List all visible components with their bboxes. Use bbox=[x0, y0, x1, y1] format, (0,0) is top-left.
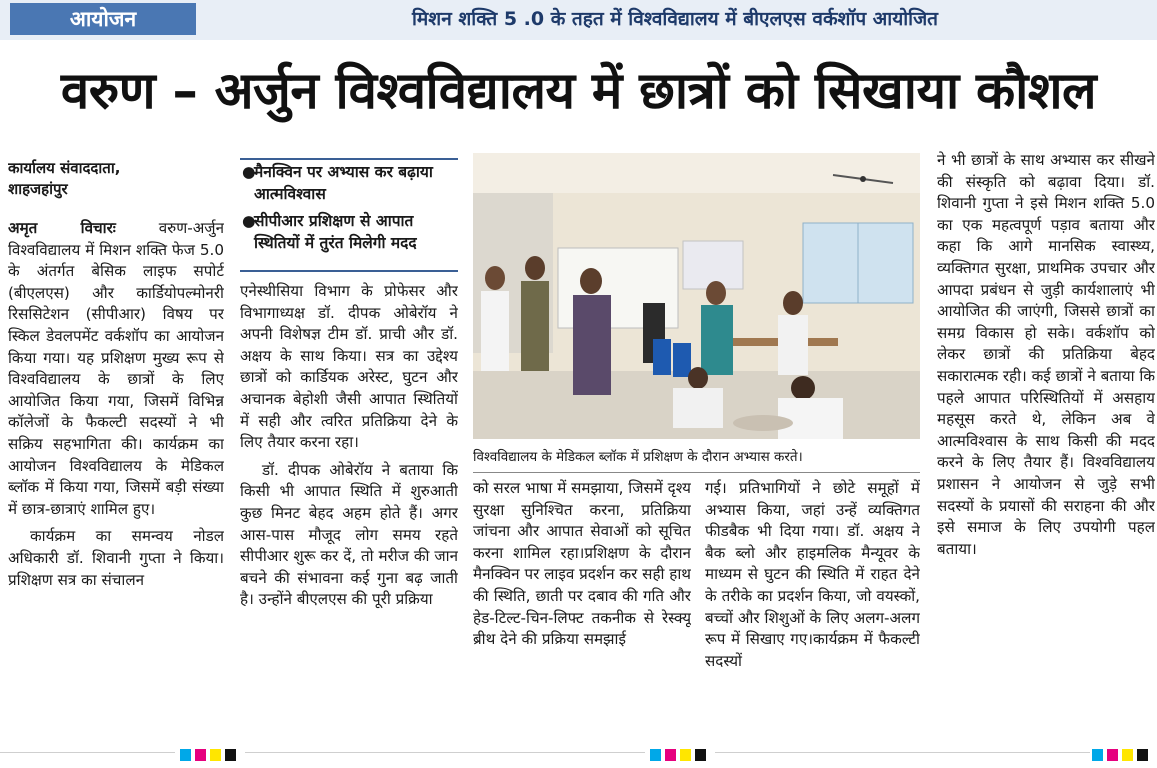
col2-para1: एनेस्थीसिया विभाग के प्रोफेसर और विभागाध्यक्ष डॉ. दीपक ओबेरॉय ने अपनी विशेषज्ञ टीम डॉ. प्राची और डॉ. अक्षय के साथ किया। सत्र का उद्देश्य छात्रों को कार्डियक अरेस्ट, घुटन और अचानक बेहोशी जैसी आपात स्थितियों में सही और त्वरित प्रतिक्रिया देने के लिए तैयार करना रहा। bbox=[240, 282, 458, 452]
caption-rule bbox=[473, 472, 920, 473]
article-column-1 bbox=[8, 158, 224, 738]
footer-rule bbox=[715, 752, 1090, 753]
article-column-5 bbox=[937, 150, 1155, 738]
kicker-line: मिशन शक्ति 5 .0 के तहत में विश्वविद्यालय में बीएलएस वर्कशॉप आयोजित bbox=[412, 8, 938, 30]
reg-mark-magenta bbox=[1107, 749, 1118, 761]
reg-mark-yellow bbox=[680, 749, 691, 761]
footer-rule bbox=[245, 752, 645, 753]
col5-text: ने भी छात्रों के साथ अभ्यास कर सीखने की संस्कृति को बढ़ावा दिया। डॉ. शिवानी गुप्ता ने इसे मिशन शक्ति 5.0 का एक महत्वपूर्ण पड़ाव बताया और कहा कि आगे मानसिक स्वास्थ्य, व्यक्तिगत सुरक्षा, प्राथमिक उपचार और आपदा प्रबंधन से जुड़ी कार्यशालाएं भी आयोजित की जाएंगी, जिससे छात्रों का समग्र विकास हो सके। वर्कशॉप को लेकर छात्रों की प्रतिक्रिया बेहद सकारात्मक रही। कई छात्रों ने बताया कि पहले आपात परिस्थितियों में असहाय महसूस करते थे, लेकिन अब वे आत्मविश्वास के साथ किसी की मदद करने के लिए तैयार हैं। विश्वविद्यालय प्रशासन ने आयोजन से जुड़े सभी सदस्यों के प्रयासों की सराहना की और इसे समाज के लिए उपयोगी पहल बताया। bbox=[937, 151, 1155, 558]
bullet-icon: ● bbox=[242, 163, 256, 181]
byline-line1: कार्यालय संवाददाता, bbox=[8, 159, 121, 177]
reg-mark-black bbox=[225, 749, 236, 761]
col2-para2: डॉ. दीपक ओबेरॉय ने बताया कि किसी भी आपात स्थिति में शुरुआती कुछ मिनट बेहद अहम होते हैं। अगर आस-पास मौजूद लोग समय रहते सीपीआर शुरू कर दें, तो मरीज की जान बचने की संभावना कई गुना बढ़ जाती है। उन्होंने बीएलएस की पूरी प्रक्रिया bbox=[240, 460, 458, 609]
registration-marks bbox=[650, 746, 710, 758]
reg-mark-magenta bbox=[195, 749, 206, 761]
article-column-3 bbox=[473, 478, 691, 734]
col1-para2: कार्यक्रम का समन्वय नोडल अधिकारी डॉ. शिवानी गुप्ता ने किया। प्रशिक्षण सत्र का संचालन bbox=[8, 527, 224, 589]
bullet-icon: ● bbox=[242, 212, 256, 230]
reg-mark-cyan bbox=[1092, 749, 1103, 761]
photo-caption: विश्वविद्यालय के मेडिकल ब्लॉक में प्रशिक्षण के दौरान अभ्यास करते। bbox=[473, 449, 803, 465]
registration-marks bbox=[1092, 746, 1152, 758]
reg-mark-magenta bbox=[665, 749, 676, 761]
footer-rule bbox=[0, 752, 175, 753]
highlights-top-rule bbox=[240, 158, 458, 160]
highlights-bottom-rule bbox=[240, 270, 458, 272]
lead-label: अमृत विचारः bbox=[8, 219, 116, 237]
col4-text: गई। प्रतिभागियों ने छोटे समूहों में अभ्यास किया, जहां उन्हें व्यक्तिगत फीडबैक भी दिया गया। डॉ. अक्षय ने बैक ब्लो और हाइमलिक मैन्यूवर के माध्यम से घुटन की स्थिति में राहत देने के तरीके का प्रदर्शन किया, जो वयस्कों, बच्चों और शिशुओं के लिए अलग-अलग रूप में सिखाए गए।कार्यक्रम में फैकल्टी सदस्यों bbox=[705, 479, 920, 670]
reg-mark-cyan bbox=[650, 749, 661, 761]
article-column-2 bbox=[240, 281, 458, 731]
training-scene-illustration bbox=[473, 153, 920, 439]
registration-marks bbox=[180, 746, 240, 758]
reg-mark-cyan bbox=[180, 749, 191, 761]
reg-mark-yellow bbox=[210, 749, 221, 761]
highlight-item: ● मैनक्विन पर अभ्यास कर बढ़ाया आत्मविश्वास bbox=[242, 163, 433, 203]
col3-text: को सरल भाषा में समझाया, जिसमें दृश्य सुरक्षा सुनिश्चित करना, प्रतिक्रिया जांचना और आपात सेवाओं को सूचित करना शामिल रहा।प्रशिक्षण के दौरान मैनक्विन पर लाइव प्रदर्शन कर सही हाथ की स्थिति, छाती पर दबाव की गति और हेड-टिल्ट-चिन-लिफ्ट तकनीक से रेस्क्यू ब्रीथ देने की प्रक्रिया समझाई bbox=[473, 479, 691, 649]
reg-mark-yellow bbox=[1122, 749, 1133, 761]
article-column-4 bbox=[705, 478, 920, 734]
highlight-item: ● सीपीआर प्रशिक्षण से आपात स्थितियों में तुरंत मिलेगी मदद bbox=[242, 212, 417, 252]
reg-mark-black bbox=[695, 749, 706, 761]
news-photo bbox=[473, 153, 920, 439]
col1-para1: वरुण-अर्जुन विश्वविद्यालय में मिशन शक्ति फेज 5.0 के अंतर्गत बेसिक लाइफ सपोर्ट (बीएलएस) और कार्डियोपल्मोनरी रिससिटेशन (सीपीआर) विषय पर स्किल डेवलपमेंट वर्कशॉप का आयोजन किया गया। यह प्रशिक्षण मुख्य रूप से विश्वविद्यालय के छात्रों के लिए आयोजित किया गया, जिसमें विभिन्न कॉलेजों के फैकल्टी सदस्यों ने भी सक्रिय सहभागिता की। कार्यक्रम का आयोजन विश्वविद्यालय के मेडिकल ब्लॉक में किया गया, जिसमें बड़ी संख्या में छात्र-छात्राएं शामिल हुए। bbox=[8, 219, 224, 518]
byline-line2: शाहजहांपुर bbox=[8, 180, 68, 198]
section-tag: आयोजन bbox=[10, 3, 196, 35]
highlights-box bbox=[240, 162, 458, 260]
byline bbox=[8, 158, 224, 200]
headline: वरुण – अर्जुन विश्वविद्यालय में छात्रों को सिखाया कौशल bbox=[60, 62, 1097, 121]
lead-paragraph bbox=[8, 218, 224, 520]
reg-mark-black bbox=[1137, 749, 1148, 761]
